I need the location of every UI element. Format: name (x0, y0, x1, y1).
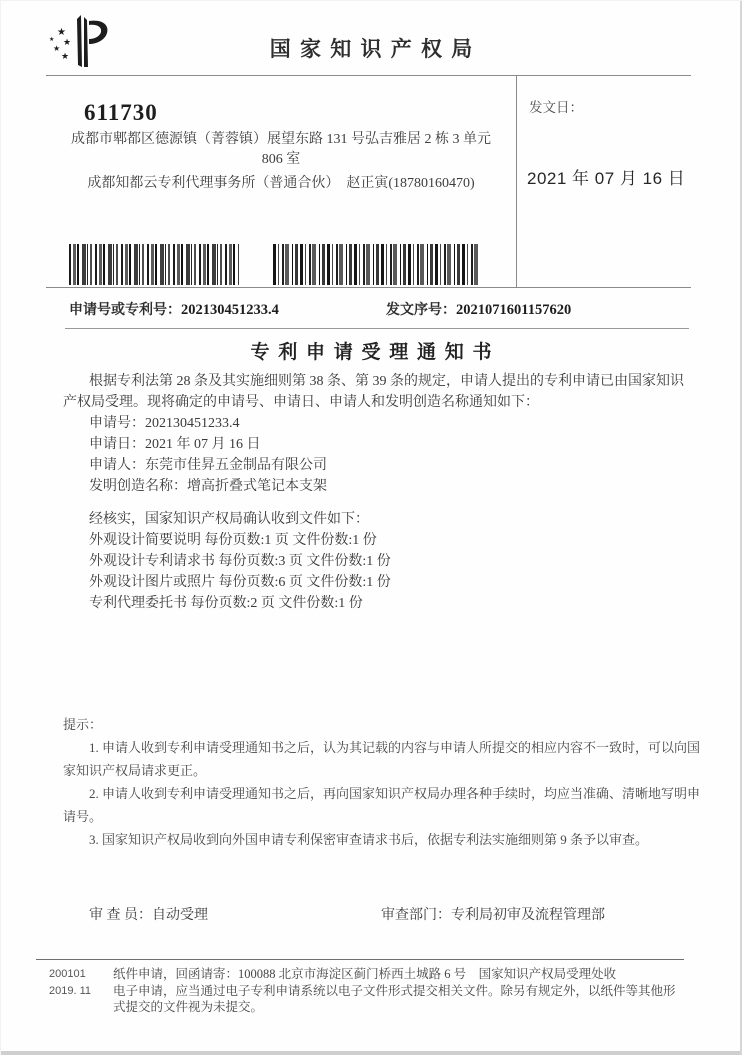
reference-numbers-row (46, 289, 691, 327)
field-value: 增高折叠式笔记本支架 (187, 479, 327, 494)
department-value: 专利局初审及流程管理部 (451, 908, 605, 923)
recipient-address-line2: 806 室 (261, 152, 301, 167)
serial-number-pair (386, 299, 571, 319)
notice-title: 专 利 申 请 受 理 通 知 书 (250, 342, 494, 363)
issue-date-label: 发文日： (529, 100, 583, 115)
field-value: 2021 年 07 月 16 日 (145, 437, 261, 452)
received-document-item: 外观设计图片或照片 每份页数:6 页 文件份数:1 份 (89, 575, 391, 590)
issue-date-value: 2021 年 07 月 16 日 (527, 169, 686, 188)
received-document-item: 外观设计简要说明 每份页数:1 页 文件份数:1 份 (89, 533, 377, 548)
electronic-filing-note: 电子申请，应当通过电子专利申请系统以电子文件形式提交相关文件。除另有规定外，以纸件等其他形式提交的文件视为未提交。 (113, 983, 676, 1014)
svg-text:★: ★ (63, 37, 72, 47)
notice-intro: 根据专利法第 28 条及其实施细则第 38 条、第 39 条的规定，申请人提出的专利申请已由国家知识产权局受理。现将确定的申请号、申请日、申请人和发明创造名称通知如下： (63, 374, 684, 410)
postal-code: 611730 (84, 100, 158, 125)
tips-label: 提示： (63, 717, 103, 732)
svg-text:★: ★ (53, 44, 61, 53)
form-date: 2019. 11 (49, 984, 92, 997)
field-value: 东莞市佳昇五金制品有限公司 (145, 458, 327, 473)
barcode-image-left (69, 244, 239, 285)
recipient-address-line1: 成都市郫都区德源镇（菁蓉镇）展望东路 131 号弘吉雅居 2 栋 3 单元 (71, 132, 491, 147)
recipient-block (46, 76, 517, 287)
paper-filing-note: 纸件申请，回函请寄：100088 北京市海淀区蓟门桥西土城路 6 号 国家知识产权局受理处收 (113, 967, 617, 981)
field-invention-name (63, 476, 693, 497)
field-applicant (63, 455, 693, 476)
received-document-item: 外观设计专利请求书 每份页数:3 页 文件份数:1 份 (89, 554, 391, 569)
agent-line: 成都知都云专利代理事务所（普通合伙） 赵正寅(18780160470) (87, 176, 475, 191)
department-pair (381, 904, 605, 924)
tips-section (63, 713, 703, 851)
field-value: 202130451233.4 (145, 416, 240, 431)
examiner-pair (89, 904, 208, 924)
svg-text:★: ★ (61, 51, 70, 61)
received-documents-intro: 经核实，国家知识产权局确认收到文件如下： (89, 512, 369, 527)
svg-text:★: ★ (57, 27, 66, 38)
field-label: 发明创造名称： (89, 479, 187, 494)
received-document-item: 专利代理委托书 每份页数:2 页 文件份数:1 份 (89, 596, 363, 611)
department-label: 审查部门： (381, 908, 451, 923)
agency-name: 国 家 知 识 产 权 局 (269, 37, 475, 61)
barcode-image-right (273, 244, 478, 285)
field-label: 申请号： (89, 416, 145, 431)
field-label: 申请人： (89, 458, 145, 473)
form-footer (36, 959, 684, 1016)
barcode-row (69, 244, 478, 285)
form-code-block (36, 966, 113, 1016)
serial-number-value: 2021071601157620 (456, 302, 572, 318)
serial-number-label: 发文序号： (386, 303, 456, 318)
field-application-number (63, 413, 693, 434)
field-label: 申请日： (89, 437, 145, 452)
examiner-label: 审 查 员： (89, 908, 152, 923)
issue-date-box (517, 76, 691, 287)
application-number-label: 申请号或专利号： (69, 303, 181, 318)
footer-notes (113, 966, 684, 1016)
svg-text:★: ★ (49, 37, 55, 43)
divider-rule (65, 328, 689, 329)
recipient-and-date-section (46, 75, 691, 288)
tip-item: 1. 申请人收到专利申请受理通知书之后，认为其记载的内容与申请人所提交的相应内容不一致时，可以向国家知识产权局请求更正。 (63, 740, 701, 778)
notice-body (63, 371, 693, 614)
application-number-value: 202130451233.4 (181, 302, 279, 318)
form-code: 200101 (49, 968, 86, 980)
field-application-date (63, 434, 693, 455)
tip-item: 3. 国家知识产权局收到向外国申请专利保密审查请求书后，依据专利法实施细则第 9 条予以审查。 (89, 832, 649, 847)
application-number-pair (69, 299, 279, 319)
examiner-value: 自动受理 (152, 908, 208, 923)
tip-item: 2. 申请人收到专利申请受理通知书之后，再向国家知识产权局办理各种手续时，均应当准确、清晰地写明申请号。 (63, 786, 701, 824)
